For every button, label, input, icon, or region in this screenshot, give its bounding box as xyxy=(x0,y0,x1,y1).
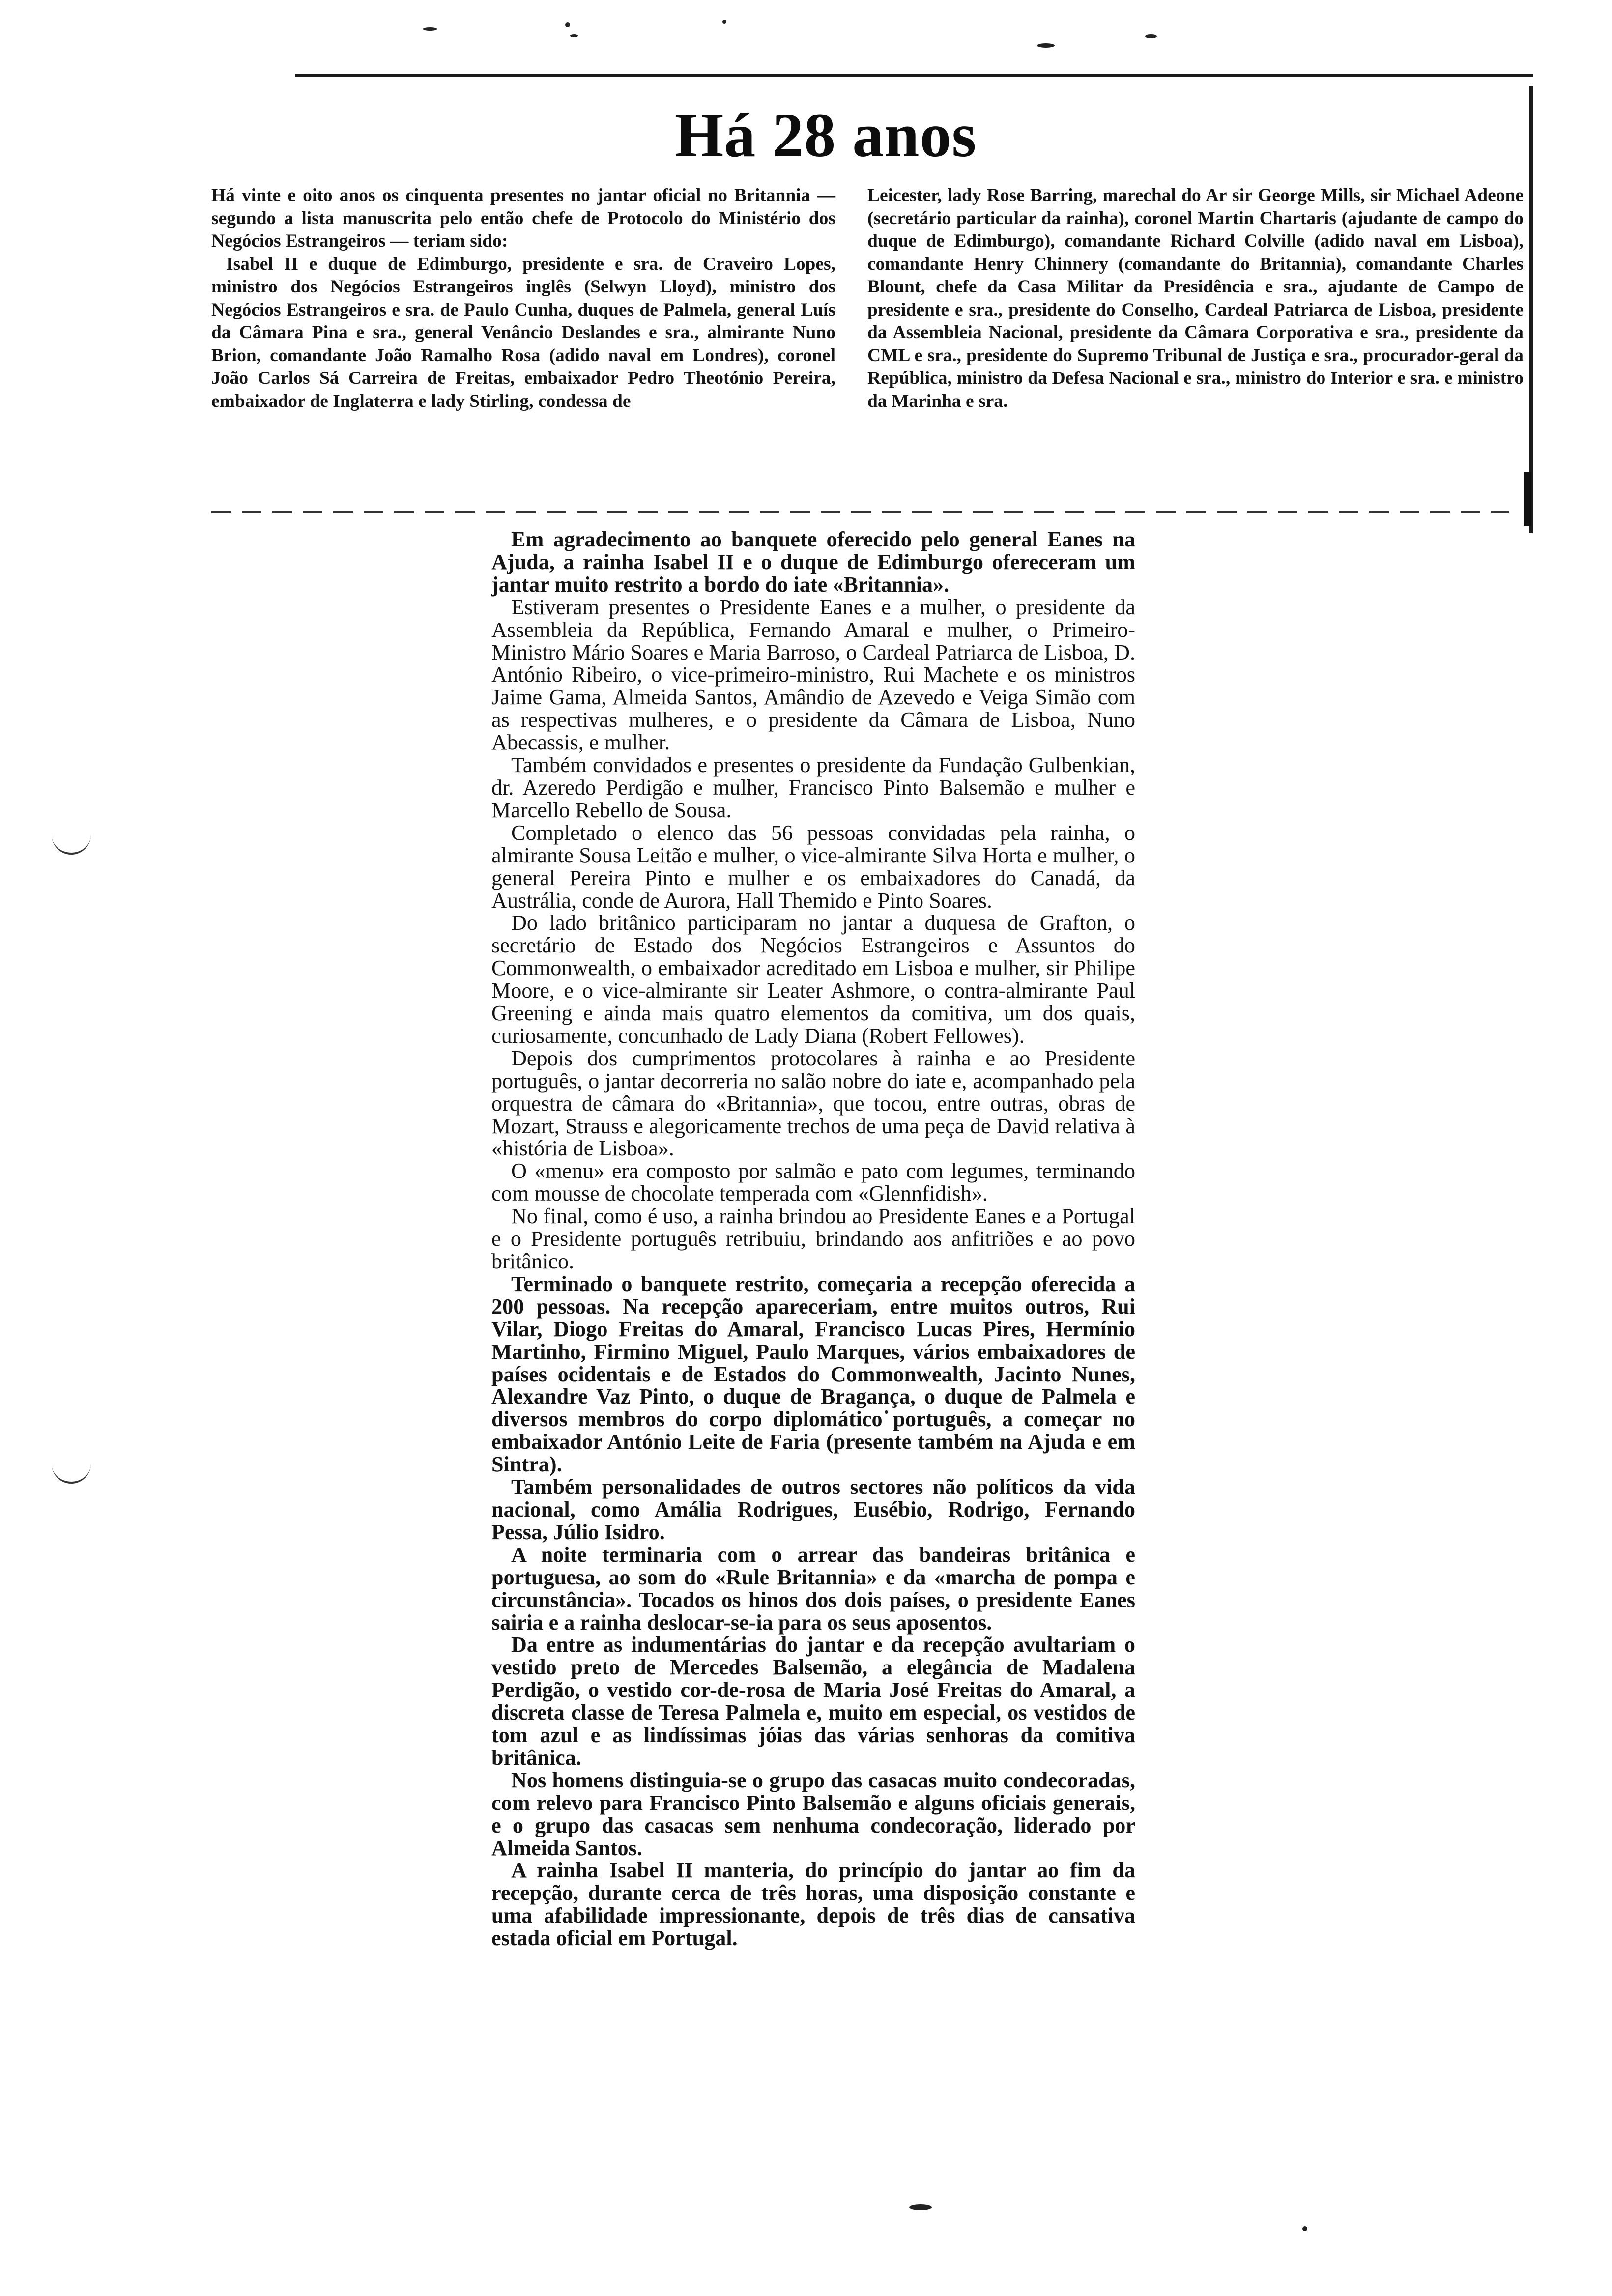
scan-speck xyxy=(1302,2226,1307,2231)
scan-speck xyxy=(1037,43,1055,48)
article-paragraph: Nos homens distinguia-se o grupo das casacas muito condecoradas, com relevo para Francisco Pinto Balsemão e alguns oficiais generais, e o grupo das casacas sem nenhuma condecoração, liderado por Almeida Santos. xyxy=(491,1768,1135,1860)
article-paragraph: Depois dos cumprimentos protocolares à rainha e ao Presidente português, o jantar decorreria no salão nobre do iate e, acompanhado pela orquestra de câmara do «Britannia», que tocou, entre outras, obras de Mozart, Strauss e alegoricamente trechos de uma peça de David relativa à «história de Lisboa». xyxy=(491,1046,1135,1161)
article-paragraph: Do lado britânico participaram no jantar a duquesa de Grafton, o secretário de Estado dos Negócios Estrangeiros e Assuntos do Commonwealth, o embaixador acreditado em Lisboa e mulher, sir Philipe Moore, e o vice-almirante sir Leater Ashmore, o contra-almirante Paul Greening e ainda mais quatro elementos da comitiva, um dos quais, curiosamente, concunhado de Lady Diana (Robert Fellowes). xyxy=(491,911,1135,1048)
punch-hole-mark xyxy=(52,833,91,855)
box-left-column xyxy=(211,184,835,413)
article-paragraph: Estiveram presentes o Presidente Eanes e a mulher, o presidente da Assembleia da República, Fernando Amaral e mulher, o Primeiro-Ministro Mário Soares e Maria Barroso, o Cardeal Patriarca de Lisboa, D. António Ribeiro, o vice-primeiro-ministro, Rui Machete e os ministros Jaime Gama, Almeida Santos, Amândio de Azevedo e Veiga Simão com as respectivas mulheres, e o presidente da Câmara de Lisboa, Nuno Abecassis, e mulher. xyxy=(491,595,1135,755)
box-right-column xyxy=(867,184,1524,413)
scan-speck xyxy=(570,34,578,37)
article-paragraph: Também personalidades de outros sectores não políticos da vida nacional, como Amália Rodrigues, Eusébio, Rodrigo, Fernando Pessa, Júlio Isidro. xyxy=(491,1475,1135,1544)
box-bottom-dashed-rule xyxy=(211,511,1509,513)
scan-speck xyxy=(423,27,437,31)
scan-speck xyxy=(565,22,570,27)
box-right-rule xyxy=(1529,86,1533,533)
punch-hole-mark xyxy=(52,1462,91,1484)
article-paragraph: Em agradecimento ao banquete oferecido pelo general Eanes na Ajuda, a rainha Isabel II e o duque de Edimburgo ofereceram um jantar muito restrito a bordo do iate «Britannia». xyxy=(491,527,1135,597)
scan-speck xyxy=(722,20,726,24)
box-top-rule xyxy=(295,74,1533,77)
scan-speck xyxy=(909,2204,932,2210)
box-paragraph: Leicester, lady Rose Barring, marechal do Ar sir George Mills, sir Michael Adeone (secretário particular da rainha), coronel Martin Chartaris (ajudante de campo do duque de Edimburgo), comandante Richard Colville (adido naval em Lisboa), comandante Henry Chinnery (comandante do Britannia), comandante Charles Blount, chefe da Casa Militar da Presidência e sra., ajudante de Campo de presidente e sra., presidente do Conselho, Cardeal Patriarca de Lisboa, presidente da Assembleia Nacional, presidente da Câmara Corporativa e sra., presidente da CML e sra., presidente do Supremo Tribunal de Justiça e sra., procurador-geral da República, ministro da Defesa Nacional e sra., ministro do Interior e sra. e ministro da Marinha e sra. xyxy=(867,185,1524,411)
article-paragraph: Terminado o banquete restrito, começaria a recepção oferecida a 200 pessoas. Na recepção apareceriam, entre muitos outros, Rui Vilar, Diogo Freitas do Amaral, Francisco Lucas Pires, Hermínio Martinho, Firmino Miguel, Paulo Marques, vários embaixadores de países ocidentais e de Estados do Commonwealth, Jacinto Nunes, Alexandre Vaz Pinto, o duque de Bragança, o duque de Palmela e diversos membros do corpo diplomático português, a começar no embaixador António Leite de Faria (presente também na Ajuda e em Sintra). xyxy=(491,1271,1135,1477)
article-paragraph: No final, como é uso, a rainha brindou ao Presidente Eanes e a Portugal e o Presidente português retribuiu, brindando aos anfitriões e ao povo britânico. xyxy=(491,1204,1135,1273)
article-body xyxy=(491,528,1135,1950)
article-paragraph: O «menu» era composto por salmão e pato com legumes, terminando com mousse de chocolate temperada com «Glennfidish». xyxy=(491,1159,1135,1206)
article-paragraph: Também convidados e presentes o presidente da Fundação Gulbenkian, dr. Azeredo Perdigão e mulher, Francisco Pinto Balsemão e mulher e Marcello Rebello de Sousa. xyxy=(491,753,1135,822)
scan-speck xyxy=(1145,34,1157,38)
article-paragraph: Da entre as indumentárias do jantar e da recepção avultariam o vestido preto de Mercedes Balsemão, a elegância de Madalena Perdigão, o vestido cor-de-rosa de Maria José Freitas do Amaral, a discreta classe de Teresa Palmela e, muito em especial, os vestidos de tom azul e as lindíssimas jóias das várias senhoras da comitiva britânica. xyxy=(491,1633,1135,1770)
article-paragraph: Completado o elenco das 56 pessoas convidadas pela rainha, o almirante Sousa Leitão e mulher, o vice-almirante Silva Horta e mulher, o general Pereira Pinto e mulher e os embaixadores do Canadá, da Austrália, conde de Aurora, Hall Themido e Pinto Soares. xyxy=(491,820,1135,913)
article-paragraph: A rainha Isabel II manteria, do princípio do jantar ao fim da recepção, durante cerca de três horas, uma disposição constante e uma afabilidade impressionante, depois de três dias de cansativa estada oficial em Portugal. xyxy=(491,1858,1135,1951)
article-paragraph: A noite terminaria com o arrear das bandeiras britânica e portuguesa, ao som do «Rule Britannia» e da «marcha de pompa e circunstância». Tocados os hinos dos dois países, o presidente Eanes sairia e a rainha deslocar-se-ia para os seus aposentos. xyxy=(491,1542,1135,1635)
box-right-rule-thick xyxy=(1524,472,1531,526)
box-paragraph: Isabel II e duque de Edimburgo, presidente e sra. de Craveiro Lopes, ministro dos Negócios Estrangeiros inglês (Selwyn Lloyd), ministro dos Negócios Estrangeiros e sra. de Paulo Cunha, duques de Palmela, general Luís da Câmara Pina e sra., general Venâncio Deslandes e sra., almirante Nuno Brion, comandante João Ramalho Rosa (adido naval em Londres), coronel João Carlos Sá Carreira de Freitas, embaixador Pedro Theotónio Pereira, embaixador de Inglaterra e lady Stirling, condessa de xyxy=(211,254,835,411)
headline: Há 28 anos xyxy=(674,100,977,170)
box-paragraph: Há vinte e oito anos os cinquenta presentes no jantar oficial no Britannia — segundo a lista manuscrita pelo então chefe de Protocolo do Ministério dos Negócios Estrangeiros — teriam sido: xyxy=(211,185,835,251)
